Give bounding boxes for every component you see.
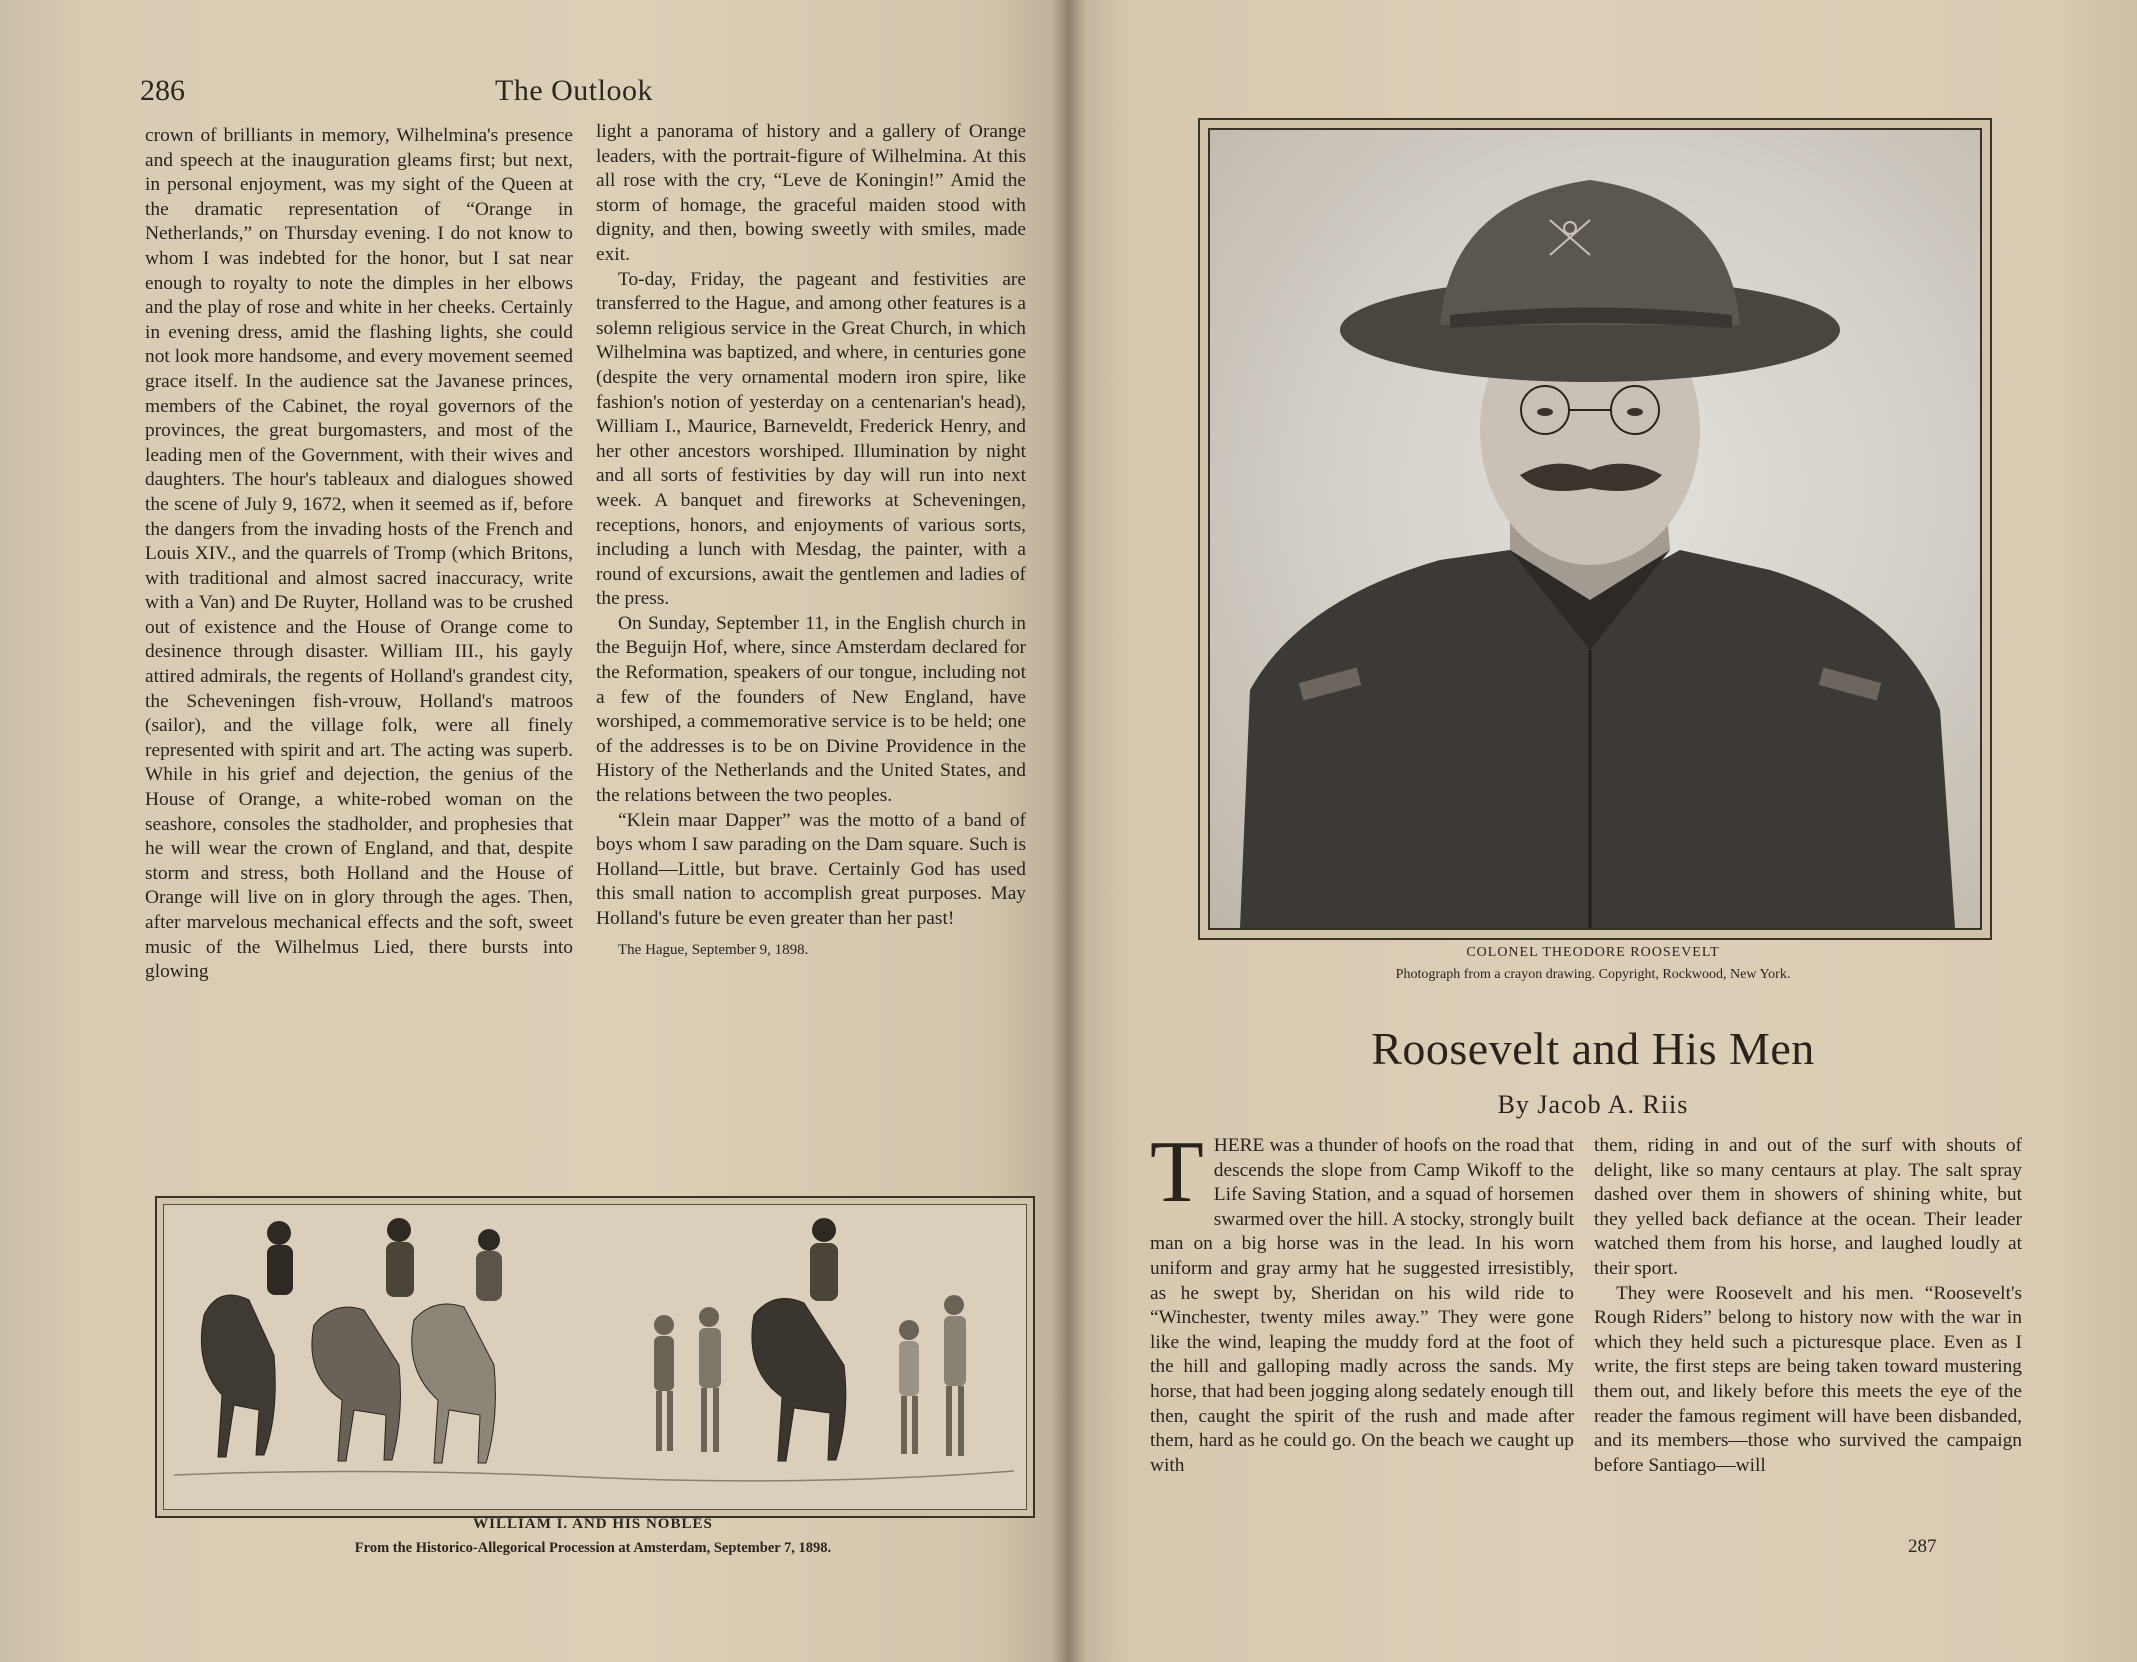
paragraph: crown of brilliants in memory, Wilhelmina's presence and speech at the inauguration gleams first; but next, in personal enjoyment, was my sight of the Queen at the dramatic representation of “Orange in Netherlands,” on Thursday evening. I do not know to whom I was indebted for the honor, but I sat near enough to royalty to note the dimples in her elbows and the play of rose and white in her cheeks. Certainly in evening dress, amid the flashing lights, she could not look more handsome, and every movement seemed grace itself. In the audience sat the Javanese princes, members of the Cabinet, the royal governors of the provinces, the great burgomasters, and most of the leading men of the Government, with their wives and daughters. The hour's tableaux and dialogues showed the scene of July 9, 1672, when it seemed as if, before the dangers from the invading hosts of the French and Louis XIV., and the quarrels of Tromp (which Britons, with traditional and almost sacred inaccuracy, write with a Van) and De Ruyter, Holland was to be crushed out of existence and the House of Orange come to desinence through disaster. William III., his gayly attired admirals, the regents of Holland's grandest city, the Scheveningen fish-vrouw, Holland's matroos (sailor), and the village folk, were all finely represented with spirit and art. The acting was superb. While in his grief and dejection, the genius of the House of Orange, a white-robed woman on the seashore, consoles the stadholder, and prophesies that he will wear the crown of England, and that, despite storm and stress, both Holland and the House of Orange will live on in glory through the ages. Then, after marvelous mechanical effects and the soft, sweet music of the Wilhelmus Lied, there bursts into glowing [145, 125, 573, 983]
paragraph: On Sunday, September 11, in the English church in the Beguijn Hof, where, since Amsterdam declared for the Reformation, speakers of our tongue, including not a few of the founders of New England, have worshiped, a commemorative service is to be held; one of the addresses is to be on Divine Providence in the History of the Netherlands and the United States, and the relations between the two peoples. [596, 612, 1026, 807]
right-column-2 [1594, 1134, 2022, 1478]
paragraph: To-day, Friday, the pageant and festivities are transferred to the Hague, and among other features is a solemn religious service in the Great Church, in which Wilhelmina was baptized, and where, in centuries gone (despite the very ornamental modern iron spire, like fashion's notion of yesterday on a centenarian's head), William I., Maurice, Barneveldt, Frederick Henry, and her other ancestors worshiped. Illumination by night and all sorts of festivities by day will run into next week. A banquet and fireworks at Scheveningen, receptions, honors, and enjoyments of various sorts, including a lunch with Mesdag, the painter, with a round of excursions, await the gentlemen and ladies of the press. [596, 268, 1026, 610]
paragraph: light a panorama of history and a gallery of Orange leaders, with the portrait-figure of Wilhelmina. At this all rose with the cry, “Leve de Koningin!” Amid the storm of homage, the graceful maiden stood with dignity, and then, bowing sweetly with smiles, made exit. [596, 121, 1026, 265]
drop-cap: T [1150, 1124, 1204, 1221]
article-byline: By Jacob A. Riis [1497, 1090, 1689, 1119]
book-gutter [1052, 0, 1086, 1662]
dateline: The Hague, September 9, 1898. [618, 941, 809, 958]
article-title: Roosevelt and His Men [1371, 1023, 1815, 1074]
paragraph-text: HERE was a thunder of hoofs on the road that descends the slope from Camp Wikoff to the Life Saving Station, and a squad of horsemen swarmed over the hill. A stocky, strongly built man on a big horse was in the lead. In his worn uniform and gray army hat he suggested irresistibly, as he swept by, Sheridan on his wild ride to “Winchester, twenty miles away.” They were gone like the wind, leaping the muddy ford at the foot of the hill and galloping madly across the sands. My horse, that had been jogging along sedately enough till then, caught the spirit of the rush and made after them, hard as he could go. On the beach we caught up with [1150, 1135, 1574, 1476]
running-title: The Outlook [495, 74, 653, 107]
paragraph: them, riding in and out of the surf with shouts of delight, like so many centaurs at play. The salt spray dashed over them in showers of shining white, but they yelled back defiance at the ocean. Their leader watched them from his horse, and laughed loudly at their sport. [1594, 1135, 2022, 1279]
left-page-number: 286 [140, 74, 185, 107]
illustration-drawing [163, 1204, 1027, 1510]
left-column-1 [145, 124, 573, 985]
paragraph: “Klein maar Dapper” was the motto of a band of boys whom I saw parading on the Dam square. Such is Holland—Little, but brave. Certainly God has used this small nation to accomplish great purposes. May Holland's future be even greater than her past! [596, 809, 1026, 929]
illustration-caption-title: WILLIAM I. AND HIS NOBLES [473, 1516, 713, 1532]
right-column-1 [1150, 1124, 1574, 1478]
procession-illustration [155, 1196, 1035, 1518]
roosevelt-portrait [1198, 118, 1992, 940]
illustration-caption-subtitle: From the Historico-Allegorical Procession at Amsterdam, September 7, 1898. [354, 1540, 832, 1556]
portrait-caption-subtitle: Photograph from a crayon drawing. Copyright, Rockwood, New York. [1395, 967, 1791, 982]
portrait-figure [1210, 130, 1980, 928]
left-column-2 [596, 120, 1026, 962]
paragraph [1150, 1124, 1574, 1478]
paragraph: They were Roosevelt and his men. “Roosevelt's Rough Riders” belong to history now with the war in which they held such a picturesque place. Even as I write, the first steps are being taken toward mustering them out, and likely before this meets the eye of the reader the famous regiment will have been disbanded, and its members—those who survived the campaign before Santiago—will [1594, 1282, 2022, 1476]
right-page-number: 287 [1908, 1536, 1937, 1557]
horsemen-sketch [164, 1205, 1026, 1509]
portrait-caption-title: COLONEL THEODORE ROOSEVELT [1466, 945, 1720, 960]
portrait-photo [1208, 128, 1982, 930]
